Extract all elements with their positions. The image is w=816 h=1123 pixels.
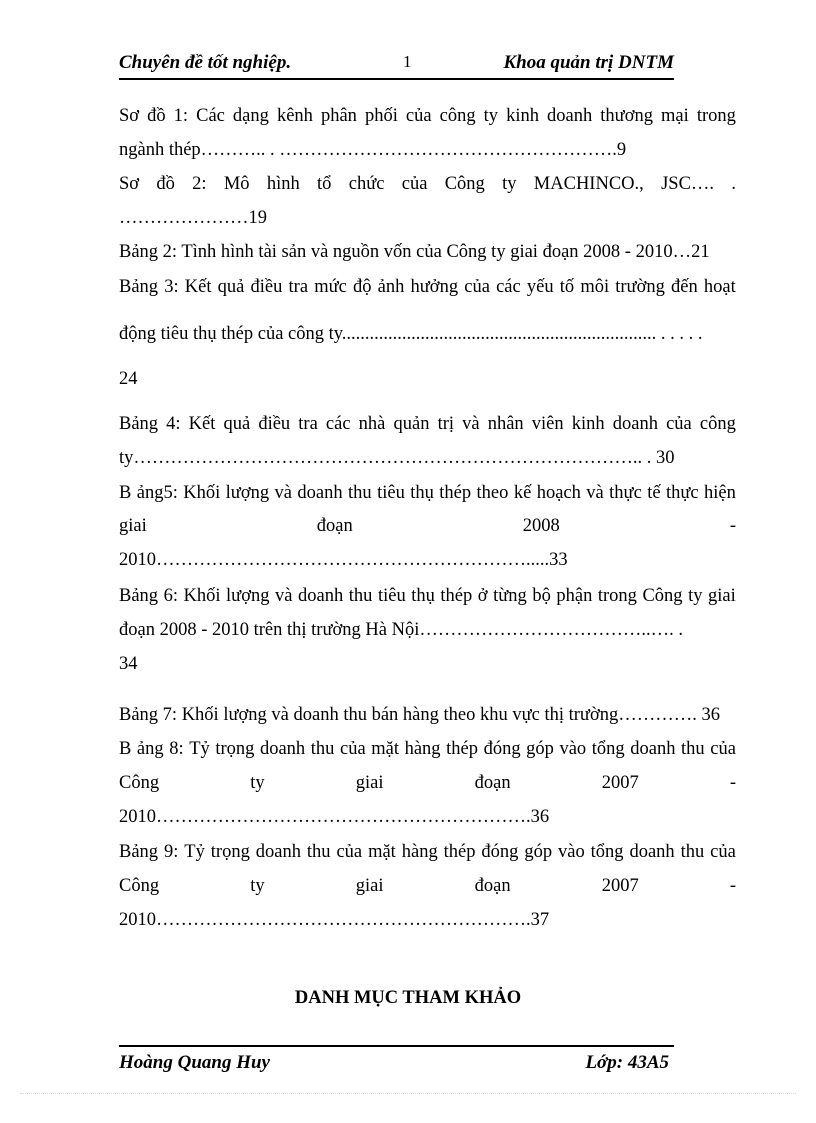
page-edge-divider [20,1093,796,1094]
word: thép [443,842,476,862]
word: doanh [298,586,344,606]
word: trường [615,277,665,297]
entry-3-line1: Bảng 2: Tình hình tài sản và nguồn vốn của Công ty giai đoạn 2008 - 2010…21 [119,242,710,262]
word: đồ [156,174,175,194]
word: ảnh [377,277,405,297]
word: bộ [532,586,551,606]
word: MACHINCO., [533,174,644,194]
entry-10-line2 [119,875,736,897]
word: đóng [483,739,521,759]
word: thu [306,842,331,862]
word: công [699,414,736,434]
word: Sơ [119,174,140,194]
word: thu [348,586,373,606]
word: 8: [169,739,184,759]
word: tiêu [377,483,405,503]
word: B [119,483,132,503]
word: góp [524,842,553,862]
word: và [462,414,480,434]
word: hoạt [703,277,736,297]
word: Khối [183,586,221,606]
word: viên [531,414,564,434]
word: thụ [410,483,434,503]
entry-4-line1 [119,276,736,298]
entry-9-line3: 2010…………………………………………………….36 [119,807,550,827]
word: ty [688,586,703,606]
word: hưởng [410,277,459,297]
header-title-left: Chuyên đề tốt nghiệp. [119,52,292,73]
word: trong [696,106,736,126]
word: trị [437,414,455,434]
entry-1-line2: ngành thép……….. . ……………………………………………….9 [119,140,627,160]
word: hoạch [536,483,581,503]
entry-10-line3: 2010…………………………………………………….37 [119,910,550,930]
word: thép [440,586,473,606]
footer-rule [119,1045,674,1047]
word: trong [597,586,637,606]
word: thu [680,842,705,862]
word: của [710,842,736,862]
word: ty [250,876,265,896]
word: Sơ [119,106,140,126]
word: đoạn [316,516,353,536]
word: thực [665,483,699,503]
word: của [666,414,692,434]
word: thương [600,106,653,126]
word: theo [476,483,509,503]
word: Công [642,586,683,606]
word: nhà [358,414,386,434]
word: và [586,483,604,503]
word: góp [526,739,554,759]
word: thu [348,483,372,503]
word: của [710,739,736,759]
word: doanh [297,483,343,503]
page-header [119,52,674,80]
word: tế [647,483,661,503]
word: kế [513,483,532,503]
word: mại [661,106,689,126]
entry-4-line3: 24 [119,369,138,389]
entry-8-line1: Bảng 7: Khối lượng và doanh thu bán hàng theo khu vực thị trường…………. 36 [119,705,720,725]
entry-7-line3: 34 [119,654,138,674]
entry-9-line1 [119,738,736,760]
word: dạng [232,106,269,126]
word: Tỷ [189,739,210,759]
word: công [439,106,476,126]
word: 2: [192,174,207,194]
entry-7-line2: đoạn 2008 - 2010 trên thị trường Hà Nội………………………………..…. . [119,620,683,640]
word: doanh [629,842,675,862]
word: quả [217,277,245,297]
footer-class: Lớp: 43A5 [585,1052,669,1073]
word: 1: [173,106,189,126]
word: lượng [225,483,270,503]
word: Kết [188,414,216,434]
word: của [401,174,428,194]
word: đồ [147,106,166,126]
word: Tỷ [184,842,205,862]
word: Kết [184,277,212,297]
word: nhân [487,414,524,434]
word: quả [223,414,251,434]
word: ảng5: [136,483,178,503]
word: - [729,773,736,793]
word: Công [119,876,160,896]
word: doanh [259,739,306,759]
word: kinh [571,414,605,434]
word: trọng [215,739,255,759]
word: yếu [526,277,554,297]
word: 3: [164,277,179,297]
word: 2007 [601,773,639,793]
word: Bảng [119,277,159,297]
entry-5-line1 [119,413,736,435]
word: tố [559,277,575,297]
word: độ [353,277,372,297]
word: 4: [166,414,181,434]
word: doanh [630,739,676,759]
word: của [339,739,366,759]
word: phận [556,586,593,606]
word: 2007 [601,876,639,896]
word: đóng [481,842,519,862]
word: tổ [317,174,332,194]
word: JSC…. [661,174,715,194]
word: ty [502,174,517,194]
word: doanh [612,414,658,434]
word: Công [119,773,160,793]
word: vào [559,739,587,759]
entry-2-line1 [119,173,736,195]
entry-2-line2: …………………19 [119,208,267,228]
word: giai [355,773,384,793]
entry-1-line1 [119,105,736,127]
word: đoạn [474,876,511,896]
word: vào [558,842,585,862]
word: và [274,483,292,503]
word: điều [250,277,283,297]
word: thu [681,739,705,759]
word: của [464,277,490,297]
word: Bảng [119,586,159,606]
word: tra [298,414,318,434]
word: doanh [255,842,301,862]
word: ảng [136,739,164,759]
word: Khối [183,483,221,503]
word: của [405,106,432,126]
entry-4-line2: động tiêu thụ thép của công ty.................................................................... . . . . . [119,324,703,344]
word: quản [393,414,430,434]
word: ty [250,773,265,793]
word: giai [708,586,736,606]
word: điều [258,414,291,434]
word: trọng [210,842,250,862]
word: các [325,414,351,434]
word: B [119,739,132,759]
header-title-right: Khoa quản trị DNTM [503,52,674,73]
entry-5-line2: ty……………………………………………………………………….. . 30 [119,448,675,468]
word: kinh [506,106,539,126]
word: giai [355,876,384,896]
word: các [496,277,521,297]
footer-author: Hoàng Quang Huy [119,1052,270,1073]
word: mức [314,277,347,297]
word: hình [266,174,300,194]
entry-10-line1 [119,841,736,863]
word: thép [446,739,478,759]
word: phối [364,106,398,126]
entry-6-line1 [119,482,736,504]
word: môi [580,277,610,297]
word: - [729,516,736,536]
word: Bảng [119,842,159,862]
word: thụ [411,586,435,606]
word: ở [477,586,488,606]
word: mặt [371,739,399,759]
word: ty [483,106,499,126]
word: thực [609,483,642,503]
entry-7-line1 [119,585,736,607]
word: 2008 [522,516,560,536]
word: Mô [223,174,250,194]
word: đoạn [474,773,511,793]
word: chức [348,174,385,194]
word: doanh [547,106,593,126]
word: đến [671,277,698,297]
word: - [729,876,736,896]
page-footer [119,1052,669,1076]
entry-9-line2 [119,772,736,794]
word: thép [439,483,472,503]
word: phân [320,106,357,126]
word: từng [493,586,527,606]
word: Công [444,174,485,194]
section-title: DANH MỤC THAM KHẢO [294,988,522,1008]
word: tổng [591,739,625,759]
word: kênh [276,106,313,126]
entry-6-line2 [119,515,736,537]
word: tổng [590,842,624,862]
word: hàng [401,842,438,862]
word: 6: [163,586,178,606]
word: tra [288,277,309,297]
word: mặt [368,842,396,862]
word: Các [196,106,225,126]
word: lượng [226,586,270,606]
page-number: 1 [403,52,412,71]
word: và [275,586,293,606]
entry-6-line3: 2010…………………………………………………….....33 [119,550,568,570]
word: hàng [404,739,441,759]
word: tiêu [377,586,406,606]
word: giai [119,516,147,536]
word: Bảng [119,414,159,434]
word: thu [310,739,335,759]
word: của [336,842,363,862]
word: . [731,174,736,194]
word: 9: [163,842,179,862]
word: hiện [704,483,736,503]
